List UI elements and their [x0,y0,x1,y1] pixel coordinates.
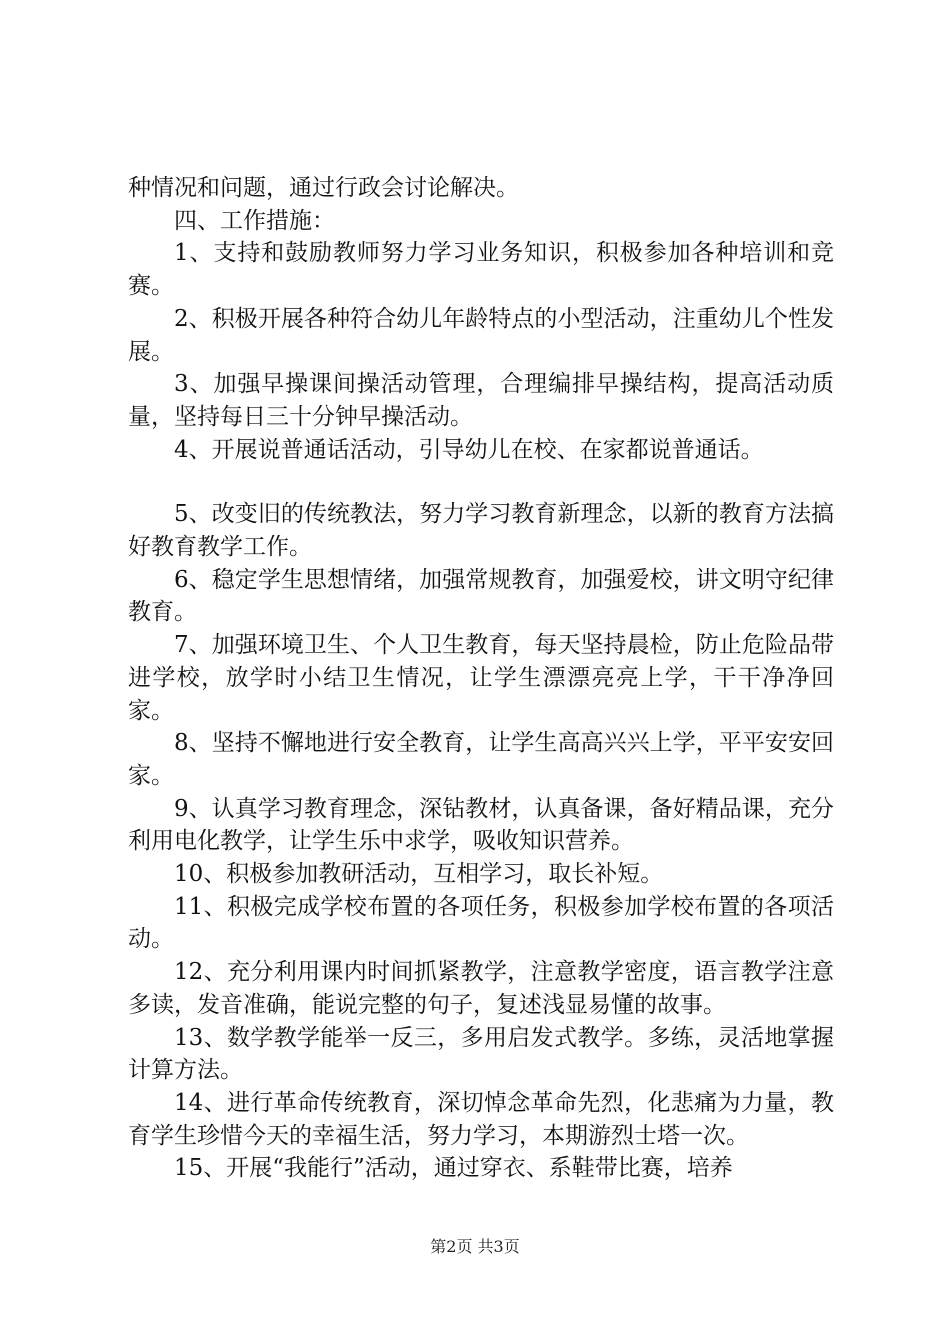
body-text [128,172,834,1185]
list-item-2: 2、积极开展各种符合幼儿年龄特点的小型活动，注重幼儿个性发展。 [128,305,834,365]
list-item-5: 5、改变旧的传统教法，努力学习教育新理念，以新的教育方法搞好教育教学工作。 [128,501,834,561]
list-item-11: 11、积极完成学校布置的各项任务，积极参加学校布置的各项活动。 [128,893,834,953]
list-item-3: 3、加强早操课间操活动管理，合理编排早操结构，提高活动质量，坚持每日三十分钟早操活动。 [128,371,834,430]
list-item-9: 9、认真学习教育理念，深钻教材，认真备课，备好精品课，充分利用电化教学，让学生乐中求学，吸收知识营养。 [128,795,834,855]
list-item-15: 15、开展“我能行”活动，通过穿衣、系鞋带比赛，培养 [174,1155,733,1182]
list-item-8: 8、坚持不懈地进行安全教育，让学生高高兴兴上学，平平安安回家。 [128,730,834,789]
list-item-14: 14、进行革命传统教育，深切悼念革命先烈，化悲痛为力量，教育学生珍惜今天的幸福生活，努力学习，本期游烈士塔一次。 [128,1089,834,1149]
page-number-footer: 第2页 共3页 [430,1237,520,1256]
list-item-4: 4、开展说普通话活动，引导幼儿在校、在家都说普通话。 [174,436,764,463]
list-item-13: 13、数学教学能举一反三，多用启发式教学。多练，灵活地掌握计算方法。 [128,1024,834,1084]
list-item-10: 10、积极参加教研活动，互相学习，取长补短。 [174,861,664,888]
list-item-7: 7、加强环境卫生、个人卫生教育，每天坚持晨检，防止危险品带进学校，放学时小结卫生情况，让学生漂漂亮亮上学，干干净净回家。 [128,632,834,724]
list-item-12: 12、充分利用课内时间抓紧教学，注意教学密度，语言教学注意多读，发音准确，能说完整的句子，复述浅显易懂的故事。 [128,959,834,1018]
paragraph-continuation: 种情况和问题，通过行政会讨论解决。 [128,175,519,201]
section-heading-measures: 四、工作措施： [174,207,335,234]
list-item-1: 1、支持和鼓励教师努力学习业务知识，积极参加各种培训和竞赛。 [128,240,834,300]
list-item-6: 6、稳定学生思想情绪，加强常规教育，加强爱校，讲文明守纪律教育。 [128,566,834,626]
